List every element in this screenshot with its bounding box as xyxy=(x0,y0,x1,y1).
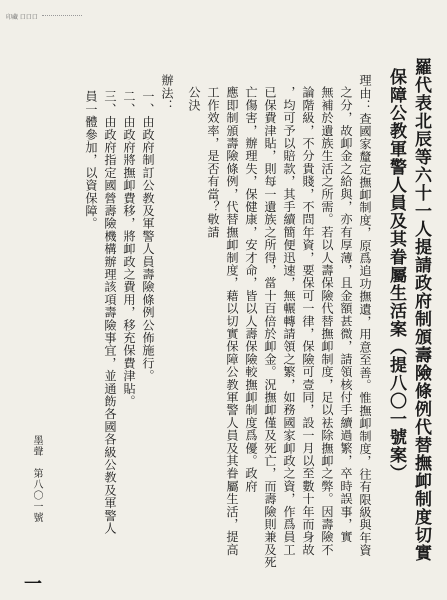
method-item: 二、由政府將撫卹費移，將卹政之費用，移充保費津貼。 xyxy=(122,90,136,408)
reason-line: 理由：查國家釐定撫卹制度，原爲追功撫遺，用意至善。惟撫卹制度，往有限級與年資 xyxy=(358,74,372,557)
title-line-1: 羅代表北辰等六十一人提請政府制頒壽險條例代替撫卹制度切實 xyxy=(411,58,431,562)
page-number: 一 xyxy=(24,574,42,595)
reason-line: 公決 xyxy=(187,86,201,112)
reason-line: 之分，故卹金之給與，亦有厚薄，且金額甚微，請領核付手續過繁，卒時誤事，實 xyxy=(339,86,353,544)
reason-line: 應即制頒壽險條例，代替撫卹制度，藉以切實保障公教軍警人員及其眷屬生活，提高 xyxy=(225,86,239,556)
reason-line: 論階級，不分貴賤，不問年資，要保可一律，保險可壹同，設一月以至數十年而身故 xyxy=(301,86,315,556)
title-line-2: 保障公教軍警人員及其眷屬生活案（提八〇一號案） xyxy=(386,68,406,482)
reason-line: 工作效率，是否有當？敬請 xyxy=(206,86,220,239)
method-item: 三、由政府指定國營壽險機構辦理該項壽險事宜，並通飭各國各級公教及軍警人 xyxy=(103,90,117,535)
print-mark xyxy=(6,10,82,22)
method-heading: 辦法： xyxy=(160,74,174,113)
footer-source: 墨聲 第八〇一號 xyxy=(31,435,42,523)
reason-line: 無補於遺族生活之所需。若以人壽保險代替撫卹制度，足以袪除撫卹之弊。因壽險不 xyxy=(320,86,334,556)
method-item: 一、由政府制訂公教及軍警人員壽險條例公佈施行。 xyxy=(141,90,155,383)
print-mark-text: 印藏 口口口 xyxy=(6,13,38,21)
reason-line: 亡傷害，辦理失，保健康，安才命，皆以人壽保險較撫卹制度爲優。政府 xyxy=(244,86,258,493)
print-mark-line xyxy=(42,15,82,17)
reason-line: 已保費津貼，則每一遺族之所得，當十百倍於卹金。況撫卹僅及死亡，而壽險則兼及死 xyxy=(263,86,277,569)
reason-line: ，均可予以賠款，其手續簡便迅速，無輾轉請領之繁，如務國家卹政之資，作爲員工 xyxy=(282,86,296,556)
method-item: 員一體參加，以資保障。 xyxy=(84,90,98,230)
